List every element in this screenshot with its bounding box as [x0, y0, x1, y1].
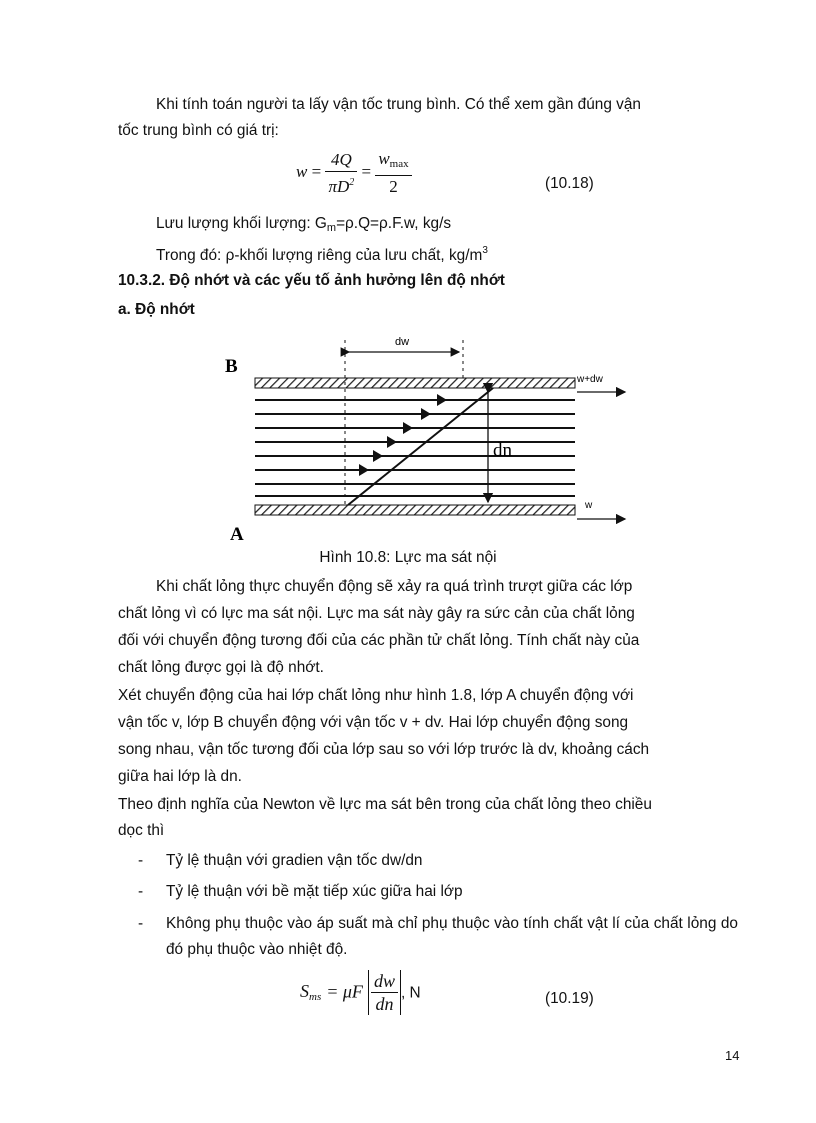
label-B: B [225, 356, 238, 377]
label-w: w [585, 500, 593, 511]
bottom-plate [255, 505, 575, 515]
eq-fraction: $\frac{dw}{dn}$ [371, 970, 398, 1015]
page-number: 14 [725, 1048, 740, 1063]
paragraph-line: song nhau, vận tốc tương đối của lớp sau so với lớp trước là dv, khoảng cách [118, 741, 650, 758]
paragraph-line: Theo định nghĩa của Newton về lực ma sát bên trong của chất lỏng theo chiều [118, 796, 652, 813]
list-item-text: Tỷ lệ thuận với bề mặt tiếp xúc giữa hai lớp [166, 883, 463, 900]
paragraph-line: dọc thì [118, 822, 165, 839]
bullet-marker: - [138, 883, 144, 900]
velocity-profile-line [348, 388, 493, 505]
eq-lhs: w [296, 161, 308, 181]
label-w-plus-dw: w+dw [577, 374, 603, 385]
paragraph-line: tốc trung bình có giá trị: [118, 122, 279, 139]
eq-abs-value [368, 970, 401, 1015]
paragraph-line: vận tốc v, lớp B chuyển động với vận tốc v + dv. Hai lớp chuyển động song [118, 714, 629, 731]
internal-friction-figure [225, 330, 635, 545]
label-dn: dn [493, 440, 512, 461]
fluid-layers [255, 400, 575, 496]
bullet-marker: - [138, 852, 144, 869]
flow-rate-line: Lưu lượng khối lượng: $G_m=\rho.Q=\rho.F.w$, kg/s [156, 215, 452, 234]
equation-number: (10.19) [545, 990, 594, 1007]
eq-unit: , N [400, 984, 421, 1002]
equation-10-19 [300, 970, 421, 1015]
label-A: A [230, 524, 244, 545]
paragraph-line: Khi chất lỏng thực chuyển động sẽ xảy ra quá trình trượt giữa các lớp [156, 578, 633, 595]
eq-denominator: 2 [389, 177, 398, 196]
eq-rhs: = μF [326, 981, 363, 1002]
paragraph-line: giữa hai lớp là dn. [118, 768, 242, 785]
list-item-text: Tỷ lệ thuận với gradien vận tốc dw/dn [166, 852, 423, 869]
equation-10-18: w = $\frac{4Q}{\pi D^2}$ = $\frac{w_{max}}{2}$ [296, 148, 412, 198]
paragraph-line: đối với chuyển động tương đối của các phần tử chất lỏng. Tính chất này của [118, 632, 640, 649]
paragraph-line: Xét chuyển động của hai lớp chất lỏng như hình 1.8, lớp A chuyển động với [118, 687, 634, 704]
section-heading: 10.3.2. Độ nhớt và các yếu tố ảnh hưởng lên độ nhớt [118, 272, 505, 289]
eq-numerator: $w_{max}$ [375, 148, 411, 176]
list-item-text: Không phụ thuộc vào áp suất mà chỉ phụ thuộc vào tính chất vật lí của chất lỏng do đó phụ thuộc vào nhiệt độ. [166, 915, 738, 958]
paragraph-line: Khi tính toán người ta lấy vận tốc trung bình. Có thể xem gần đúng vận [156, 96, 641, 113]
figure-caption: Hình 10.8: Lực ma sát nội [319, 549, 497, 566]
eq-fraction-1 [325, 149, 357, 198]
eq-numerator: 4Q [325, 149, 357, 172]
eq-denominator: $\pi D^2$ [328, 176, 355, 196]
paragraph-line: chất lỏng vì có lực ma sát nội. Lực ma sát này gây ra sức cản của chất lỏng [118, 605, 635, 622]
paragraph-line: chất lỏng được gọi là độ nhớt. [118, 659, 324, 676]
eq-lhs: $S_{ms}$ [300, 981, 322, 1004]
equation-number: (10.18) [545, 175, 594, 192]
bullet-marker: - [138, 915, 144, 932]
label-dw: dw [395, 336, 410, 348]
where-line: Trong đó: ρ-khối lượng riêng của lưu chất, $kg/m^3$ [156, 245, 488, 264]
top-plate [255, 378, 575, 388]
subsection-heading: a. Độ nhớt [118, 301, 195, 318]
eq-fraction-2 [375, 148, 411, 198]
